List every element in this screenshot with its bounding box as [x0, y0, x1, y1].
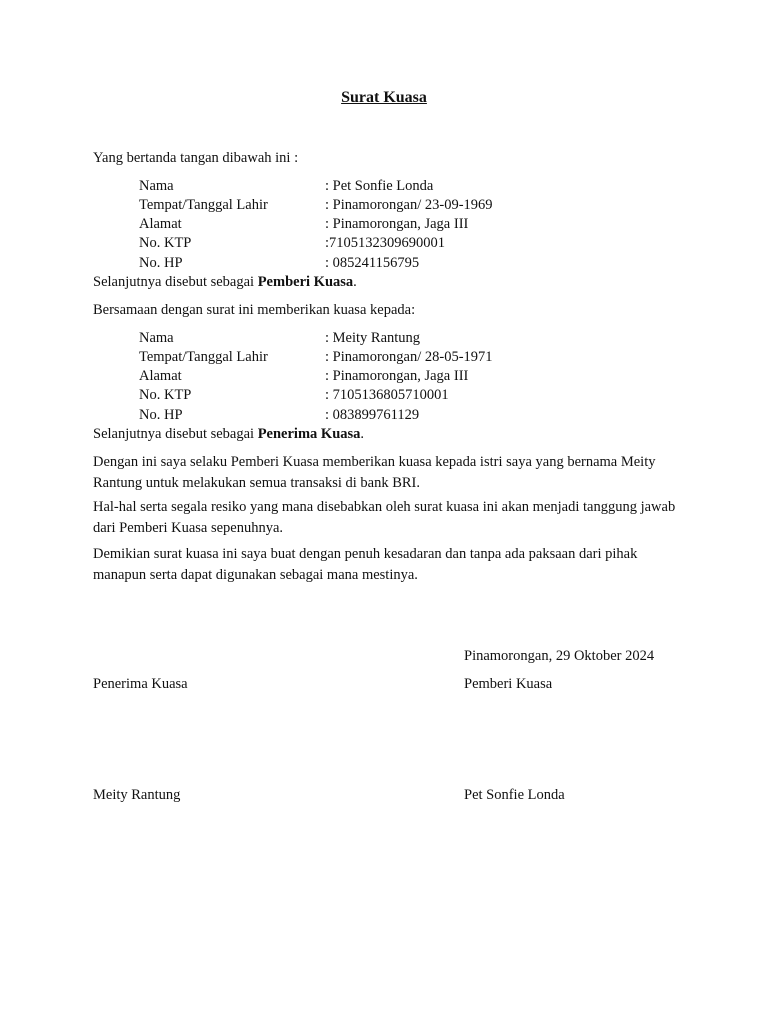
signature-role-right: Pemberi Kuasa [464, 676, 553, 692]
penerima-row-address [139, 367, 468, 386]
field-label: Alamat [139, 216, 182, 232]
penerima-row-phone [139, 406, 419, 425]
place-date: Pinamorongan, 29 Oktober 2024 [464, 648, 655, 664]
field-label: Alamat [139, 368, 182, 384]
document-title: Surat Kuasa [341, 89, 427, 106]
signature-name-left: Meity Rantung [93, 787, 181, 803]
field-label: No. KTP [139, 387, 192, 403]
field-label: No. HP [139, 407, 183, 423]
field-value: : Pinamorongan/ 28-05-1971 [325, 349, 493, 365]
paragraph-liability: Hal-hal serta segala resiko yang mana disebabkan oleh surat kuasa ini akan menjadi tanggung jawab dari Pemberi Kuasa sepenuhnya. [93, 499, 676, 536]
field-label: Nama [139, 178, 174, 194]
signature-name-right: Pet Sonfie Londa [464, 787, 565, 803]
designation-prefix: Selanjutnya disebut sebagai [93, 426, 258, 442]
pemberi-row-name [139, 177, 433, 196]
paragraph-closing: Demikian surat kuasa ini saya buat dengan penuh kesadaran dan tanpa ada paksaan dari pihak manapun serta dapat digunakan sebagai mana mestinya. [93, 546, 638, 583]
signature-role-left: Penerima Kuasa [93, 676, 188, 692]
penerima-row-name [139, 329, 420, 348]
field-value: : Meity Rantung [325, 330, 421, 346]
field-value: : 083899761129 [325, 407, 420, 423]
field-label: Tempat/Tanggal Lahir [139, 349, 268, 365]
designation-prefix: Selanjutnya disebut sebagai [93, 274, 258, 290]
field-value: : Pinamorongan, Jaga III [325, 216, 469, 232]
designation-role: Pemberi Kuasa [257, 274, 354, 290]
field-label: Tempat/Tanggal Lahir [139, 197, 268, 213]
field-value: :7105132309690001 [325, 235, 446, 251]
field-label: Nama [139, 330, 174, 346]
field-value: : Pinamorongan, Jaga III [325, 368, 469, 384]
pemberi-row-ktp [139, 234, 445, 253]
paragraph-authorization: Dengan ini saya selaku Pemberi Kuasa memberikan kuasa kepada istri saya yang bernama Meity Rantung untuk melakukan semua transaksi di bank BRI. [93, 454, 656, 491]
field-label: No. HP [139, 255, 183, 271]
pemberi-row-address [139, 215, 468, 234]
pemberi-designation [93, 273, 357, 292]
pemberi-row-birth [139, 196, 493, 215]
transfer-intro-line: Bersamaan dengan surat ini memberikan kuasa kepada: [93, 302, 416, 318]
pemberi-row-phone [139, 254, 419, 273]
designation-role: Penerima Kuasa [257, 426, 361, 442]
field-label: No. KTP [139, 235, 192, 251]
designation-suffix: . [353, 274, 357, 290]
field-value: : Pinamorongan/ 23-09-1969 [325, 197, 493, 213]
field-value: : 7105136805710001 [325, 387, 449, 403]
penerima-designation [93, 425, 364, 444]
penerima-row-ktp [139, 386, 449, 405]
field-value: : Pet Sonfie Londa [325, 178, 434, 194]
field-value: : 085241156795 [325, 255, 420, 271]
penerima-row-birth [139, 348, 493, 367]
designation-suffix: . [360, 426, 365, 442]
intro-line: Yang bertanda tangan dibawah ini : [93, 150, 299, 166]
